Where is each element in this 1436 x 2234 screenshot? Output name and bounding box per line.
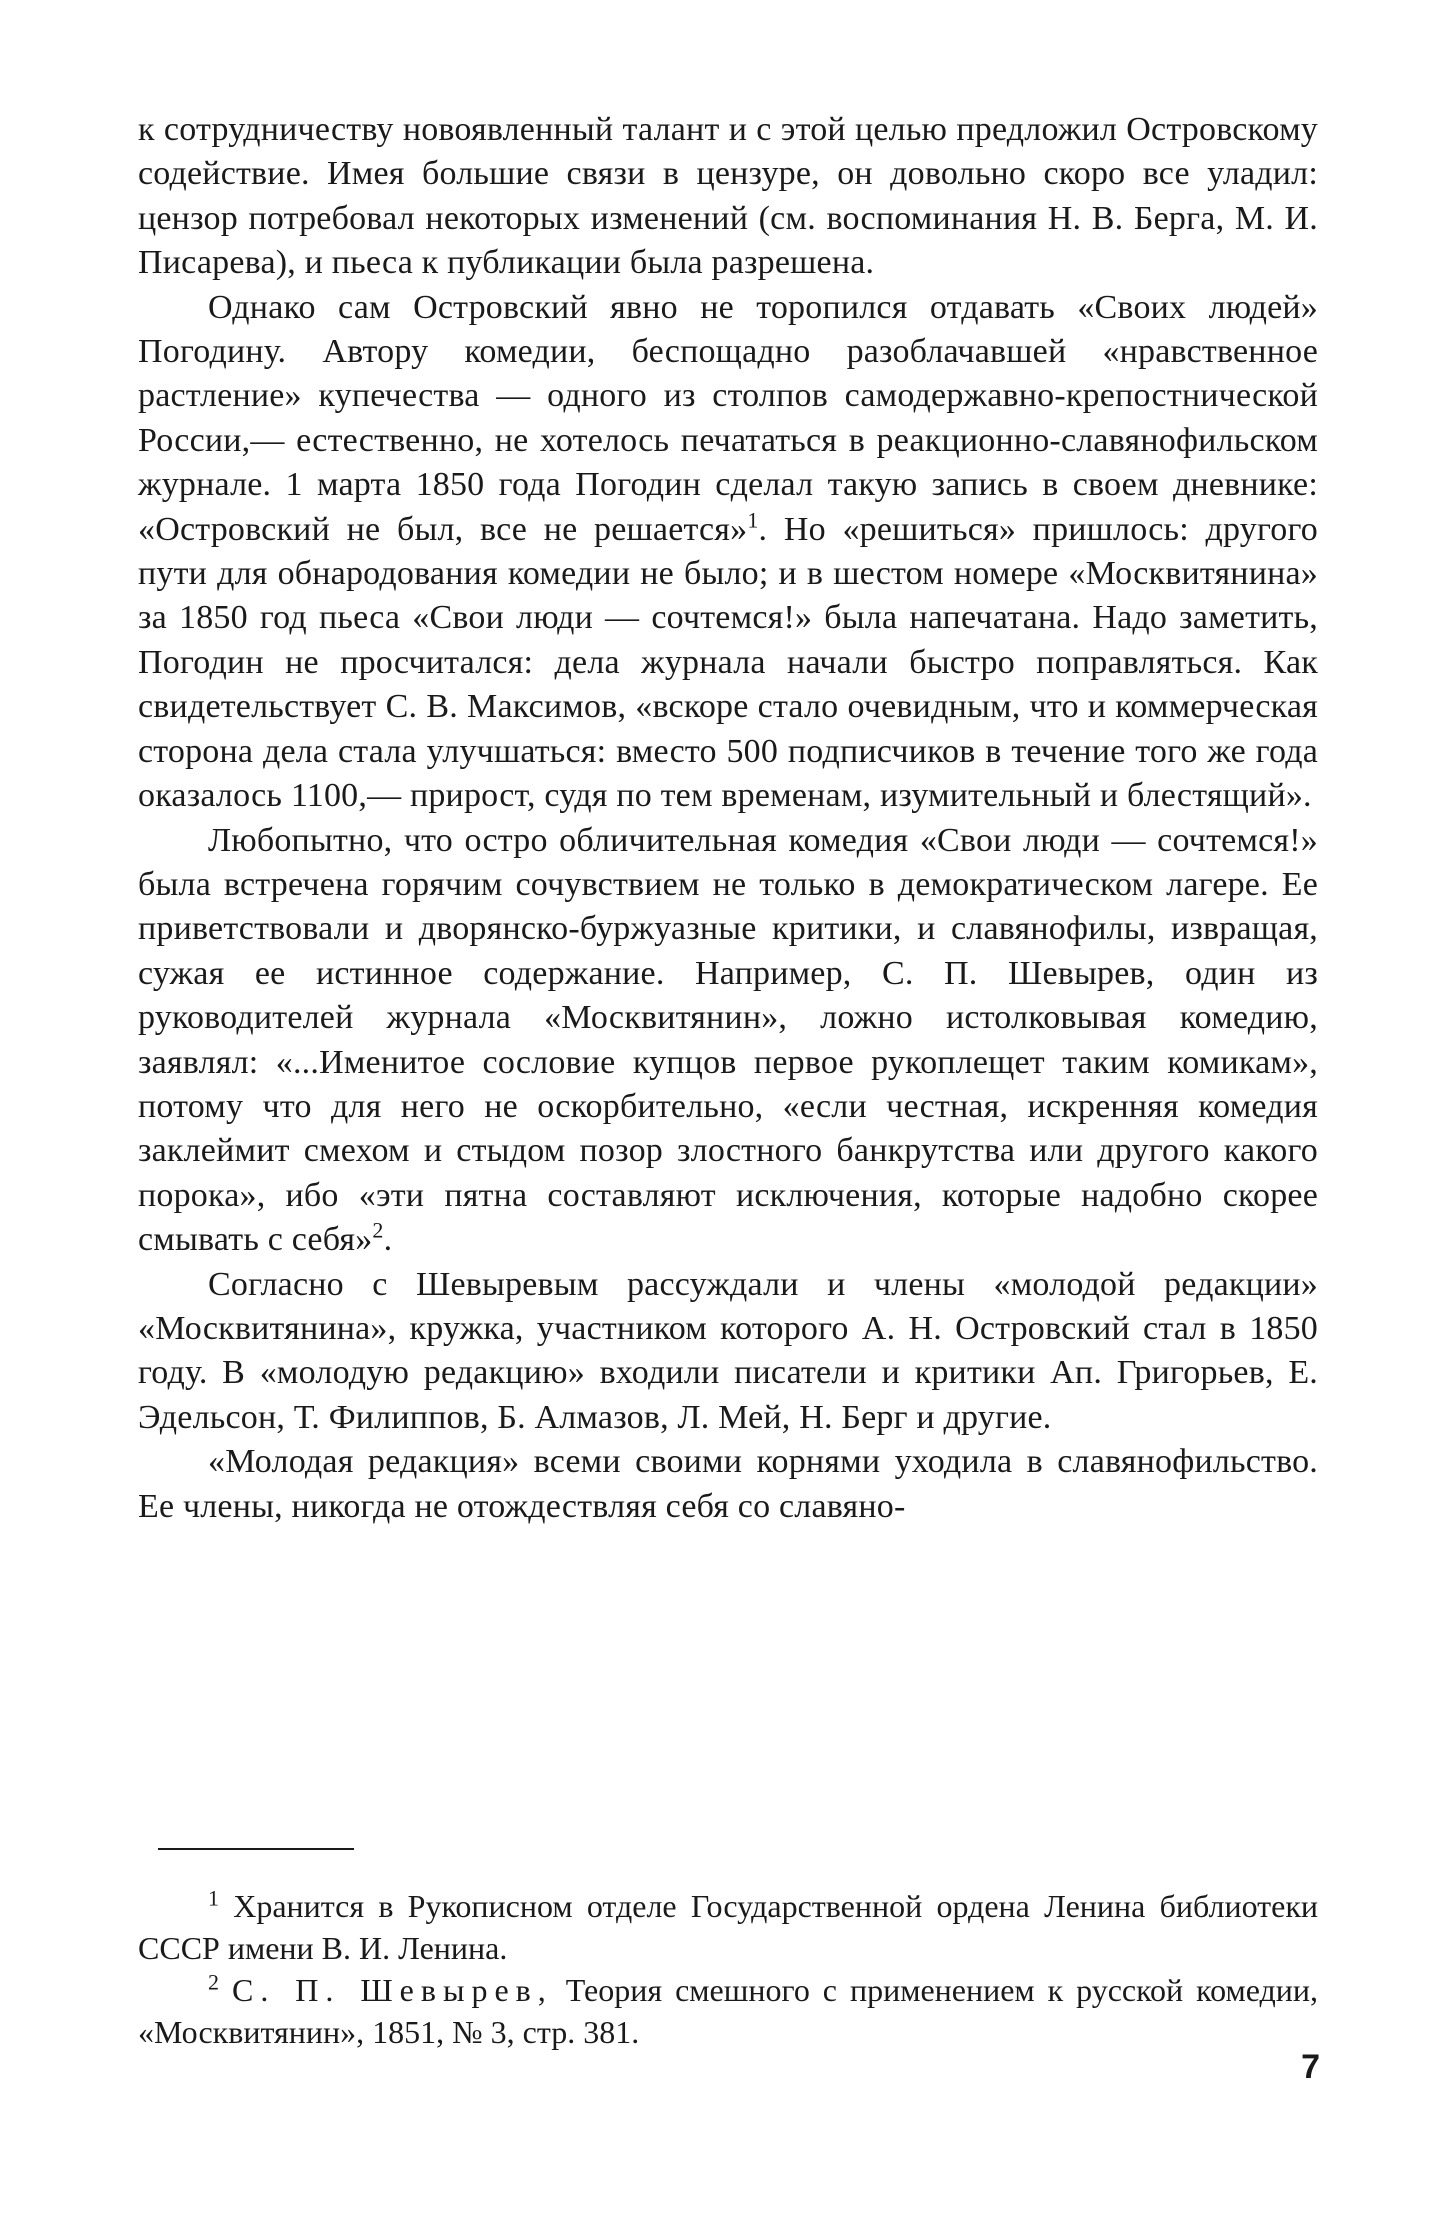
page-body: [138, 108, 1318, 1529]
paragraph-text: Однако сам Островский явно не торопился отдавать «Своих людей» Погодину. Автору комедии, беспощадно разоблачавшей «нравственное растление» купечества — одного из столпов самодержавно-крепостнической России,— естественно, не хотелось печататься в реакционно-славянофильском журнале. 1 марта 1850 года Погодин сделал такую запись в своем дневнике: «Островский не был, все не решается»: [138, 288, 1318, 548]
footnote-text: Теория смешного с применением к русской комедии, «Москвитянин», 1851, № 3, стр. 381.: [138, 1972, 1319, 2050]
paragraph-text: «Молодая редакция» всеми своими корнями уходила в славянофильство. Ее члены, никогда не отождествляя себя со славяно-: [138, 1443, 1318, 1525]
paragraph-text: Согласно с Шевыревым рассуждали и члены «молодой редакции» «Москвитянина», кружка, участником которого А. Н. Островский стал в 1850 году. В «молодую редакцию» входили писатели и критики Ап. Григорьев, Е. Эдельсон, Т. Филиппов, Б. Алмазов, Л. Мей, Н. Берг и другие.: [138, 1265, 1318, 1436]
page-number: 7: [1301, 2048, 1320, 2086]
footnote-text: Хранится в Рукописном отделе Государственной ордена Ленина библиотеки СССР имени В. И. Ленина.: [138, 1888, 1319, 1966]
footnote: [138, 1969, 1318, 2053]
footnote-marker[interactable]: 1: [747, 507, 759, 533]
paragraph: [138, 286, 1318, 819]
paragraph-text: Любопытно, что остро обличительная комедия «Свои люди — сочтемся!» была встречена горячим сочувствием не только в демократическом лагере. Ее приветствовали и дворянско-буржуазные критики, и славянофилы, извращая, сужая ее истинное содержание. Например, С. П. Шевырев, один из руководителей журнала «Москвитянин», ложно истолковывая комедию, заявлял: «...Именитое сословие купцов первое рукоплещет таким комикам», потому что для него не оскорбительно, «если честная, искренняя комедия заклеймит смехом и стыдом позор злостного банкрутства или другого какого порока», ибо «эти пятна составляют исключения, которые надобно скорее смывать с себя»: [138, 821, 1318, 1259]
paragraph: [138, 1440, 1318, 1529]
footnotes: [138, 1885, 1318, 2053]
paragraph-text: .: [383, 1221, 393, 1259]
paragraph: [138, 819, 1318, 1263]
footnote-divider: [158, 1848, 354, 1850]
footnote-author: С. П. Шевырев,: [231, 1972, 553, 2008]
footnote-marker[interactable]: 2: [372, 1217, 384, 1243]
paragraph-text: . Но «решиться» пришлось: другого пути для обнародования комедии не было; и в шестом номере «Москвитянина» за 1850 год пьеса «Свои люди — сочтемся!» была напечатана. Надо заметить, Погодин не просчитался: дела журнала начали быстро поправляться. Как свидетельствует С. В. Максимов, «вскоре стало очевидным, что и коммерческая сторона дела стала улучшаться: вместо 500 подписчиков в течение того же года оказалось 1100,— прирост, судя по тем временам, изумительный и блестящий».: [138, 510, 1318, 815]
paragraph-text: к сотрудничеству новоявленный талант и с этой целью предложил Островскому содействие. Имея большие связи в цензуре, он довольно скоро все уладил: цензор потребовал некоторых изменений (см. воспоминания Н. В. Берга, М. И. Писарева), и пьеса к публикации была разрешена.: [138, 111, 1318, 282]
footnote: [138, 1885, 1318, 1969]
footnote-number: 2: [208, 1969, 219, 1995]
footnote-number: 1: [208, 1885, 219, 1911]
paragraph: [138, 1263, 1318, 1441]
paragraph: [138, 108, 1318, 286]
